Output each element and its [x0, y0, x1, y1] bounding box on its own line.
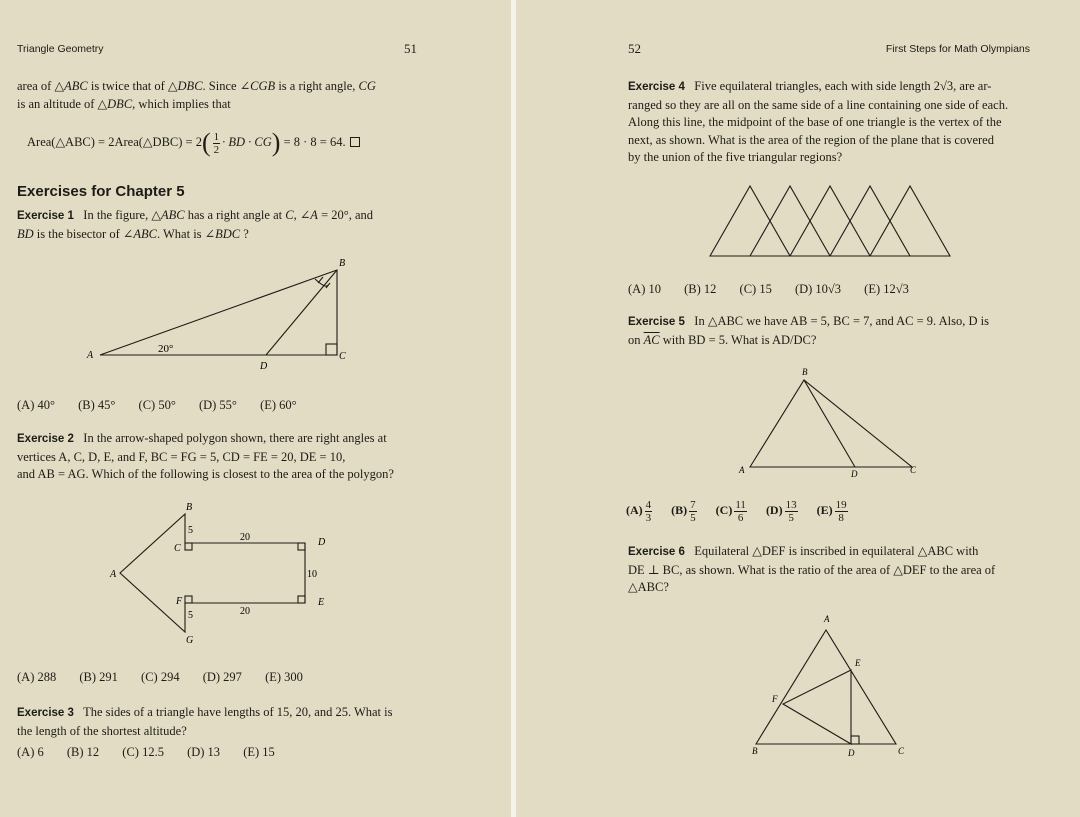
svg-text:C: C — [174, 543, 181, 554]
choice[interactable]: (E) 300 — [265, 670, 303, 684]
svg-text:5: 5 — [188, 525, 193, 536]
choice[interactable]: (A) 10 — [628, 282, 661, 296]
choice[interactable]: (E) $\frac{19}{8}$ — [816, 499, 847, 524]
exercise-5-text: Exercise 5 In △ABC we have AB = 5, BC = 7, and AC = 9. Also, D is on $\overline{AC}$ with BD = 5. What is AD/DC? — [628, 314, 989, 347]
choice[interactable]: (B) $\frac{7}{5}$ — [671, 499, 696, 524]
continuation-paragraph: area of △ABC is twice that of △DBC. Since ∠CGB is a right angle, CG is an altitude of △DBC, which implies that — [17, 79, 376, 111]
choice[interactable]: (B) 291 — [79, 670, 118, 684]
choice[interactable]: (D) 55° — [198, 398, 237, 412]
exercise-5-choices — [626, 499, 850, 524]
choice[interactable]: (E) 12√3 — [864, 282, 909, 296]
section-title: Exercises for Chapter 5 — [17, 183, 185, 200]
svg-text:20: 20 — [240, 606, 250, 617]
svg-text:F: F — [176, 596, 183, 607]
choice[interactable]: (B) 12 — [66, 745, 100, 759]
label-b: B — [339, 258, 346, 269]
svg-text:5: 5 — [188, 610, 193, 621]
choice[interactable]: (D) 10√3 — [794, 282, 842, 296]
exercise-3-choices — [17, 745, 295, 760]
svg-text:B: B — [752, 746, 758, 756]
exercise-1-choices — [17, 398, 317, 413]
arrow-polygon — [120, 514, 305, 632]
choice[interactable]: (A) $\frac{4}{3}$ — [626, 499, 652, 524]
choice[interactable]: (E) 60° — [260, 398, 297, 412]
svg-text:B: B — [186, 502, 193, 513]
svg-text:10: 10 — [307, 569, 317, 580]
svg-text:E: E — [318, 597, 325, 608]
area-equation: Area(△ABC) = 2Area(△DBC) = 2( $\frac{1}{2}$ · BD · CG) = 8 · 8 = 64. — [27, 128, 360, 158]
choice[interactable]: (B) 12 — [684, 282, 717, 296]
label-a: A — [87, 350, 94, 361]
choice[interactable]: (C) 15 — [739, 282, 772, 296]
svg-text:D: D — [851, 469, 858, 479]
figure-arrow-polygon — [100, 497, 340, 647]
exercise-4-choices — [628, 282, 929, 297]
choice[interactable]: (D) $\frac{13}{5}$ — [765, 499, 797, 524]
svg-text:20: 20 — [240, 532, 250, 543]
svg-text:A: A — [110, 569, 117, 580]
choice[interactable]: (A) 6 — [17, 745, 44, 759]
right-page — [516, 0, 1080, 817]
figure-five-triangles — [706, 182, 956, 262]
exercise-3-text: Exercise 3 The sides of a triangle have lengths of 15, 20, and 25. What is the length of the shortest altitude? — [17, 705, 393, 738]
svg-text:D: D — [848, 748, 855, 758]
figure-triangle-abc-d — [738, 365, 938, 483]
choice[interactable]: (A) 288 — [17, 670, 57, 684]
figure-inscribed-triangle — [744, 610, 924, 760]
exercise-2-text: Exercise 2 In the arrow-shaped polygon shown, there are right angles at vertices A, C, D, E, and F, BC = FG = 5, CD = FE = 20, DE = 10, and AB = AG. Which of the following is closest to the area of the polygon? — [17, 431, 394, 481]
choice[interactable]: (D) 297 — [202, 670, 242, 684]
choice[interactable]: (A) 40° — [17, 398, 55, 412]
exercise-4-text: Exercise 4 Five equilateral triangles, each with side length 2√3, are ar- ranged so they are all on the same side of a line containing one side of each. Along this line, the midpoint of the base of one triangle is the vertex of the next, as shown. What is the area of the region of the plane that is covered by the union of the five triangular regions? — [628, 79, 1009, 164]
choice[interactable]: (C) 12.5 — [122, 745, 164, 759]
figure-right-triangle — [80, 255, 380, 375]
page-number: 51 — [404, 41, 417, 56]
choice[interactable]: (D) 13 — [187, 745, 221, 759]
page-number: 52 — [628, 41, 641, 56]
svg-text:G: G — [186, 635, 194, 646]
label-c: C — [339, 351, 346, 362]
svg-text:C: C — [910, 465, 917, 475]
angle-label: 20° — [158, 343, 174, 355]
exercise-6-text: Exercise 6 Equilateral △DEF is inscribed in equilateral △ABC with DE ⊥ BC, as shown. What is the ratio of the area of △DEF to the area of △ABC? — [628, 544, 996, 594]
exercise-1-text: Exercise 1 In the figure, △ABC has a right angle at C, ∠A = 20°, and BD is the bisector of ∠ABC. What is ∠BDC ? — [17, 208, 374, 241]
qed-square — [350, 137, 360, 147]
choice[interactable]: (C) 294 — [141, 670, 180, 684]
svg-text:D: D — [318, 537, 326, 548]
svg-text:E: E — [855, 658, 861, 668]
choice[interactable]: (C) 50° — [138, 398, 176, 412]
choice[interactable]: (B) 45° — [78, 398, 116, 412]
running-header: Triangle Geometry — [17, 43, 104, 55]
svg-text:F: F — [772, 694, 778, 704]
running-header: First Steps for Math Olympians — [885, 43, 1030, 55]
svg-text:C: C — [898, 746, 905, 756]
svg-text:A: A — [739, 465, 745, 475]
choice[interactable]: (C) $\frac{11}{6}$ — [715, 499, 746, 524]
exercise-2-choices — [17, 670, 323, 685]
svg-text:A: A — [824, 614, 830, 624]
left-page — [0, 0, 511, 817]
choice[interactable]: (E) 15 — [243, 745, 275, 759]
right-angle-mark — [326, 344, 337, 355]
svg-text:B: B — [802, 367, 808, 377]
label-d: D — [260, 361, 268, 372]
